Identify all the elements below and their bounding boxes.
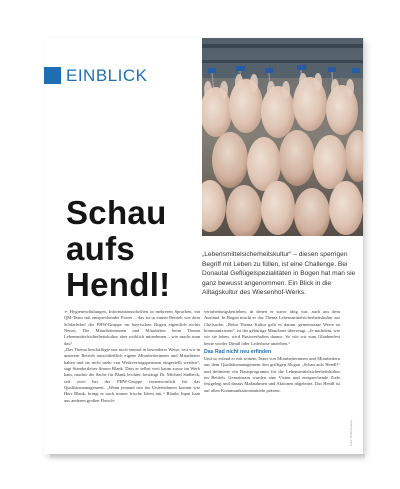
rubric-square-icon	[44, 67, 61, 84]
body-paragraph: „Das Thema beschäftigte uns noch einmal in besonderer Weise, seit wir in unserem Betrieb ausschließlich eigene Mitarbeiterinnen und Mitarbeiter haben und sie nicht mehr von Werkvertragspartnern eingestellt werden“, sagt Standortleiter Simon Blank. Dass er selbst weit kaum zuvor im Werk kam, machte die Sache für Blank leichter, bestätigt Dr. Michael Südbeck, seit zwei bei der PHW-Gruppe verantwortlich für das Qualitätsmanagement. „Wenn jemand neu ins Unternehmen kommt wie Herr Blank, bringt er auch immer frische Ideen mit.“ Blanks Input kam aus anderen großen Fleisch-	[64, 347, 200, 403]
poultry-photo-graphic	[202, 38, 363, 236]
poultry-processing-photo	[202, 38, 363, 236]
body-column-right	[204, 309, 340, 394]
section-subheading: Das Rad nicht neu erfinden	[204, 349, 272, 356]
section-rubric	[44, 66, 147, 84]
body-column-left	[64, 309, 200, 404]
rubric-label: EINBLICK	[66, 65, 148, 85]
body-paragraph: verarbeitungsbetrieben, in denen er zuvor tätig war, auch aus dem Ausland. In Bogen macht er das Thema Lebensmittelsicherheitskultur zur Chefsache. „Beim Thema Kultur geht es darum, gemeinsame Werte zu kommunizieren“, ist der gebürtige Münchner überzeugt. „Je nachdem, wie wir sie leben, wird Basisverhalten daraus. So wie wir zum Glaubenfest heute wieder Dirndl oder Lederhose anziehen.“	[204, 309, 340, 346]
body-paragraph: Und so erfand er mit seinem Team von Mitarbeiterinnen und Mitarbeitern aus dem Qualitätsmanagement den griffigen Slogan „Schau aufs Hendl!“ und definierte ein Basisprogramm für die Lebensmittelsicherheitskultur im Betrieb. Gemeinsam wurden eine Vision und entsprechende Ziele festgelegt und daraus Maßnahmen und Aktionen abgeleitet. Das Hendl ist auf allen Kommunikationsmitteln präsent.	[204, 356, 340, 393]
article-intro	[202, 250, 360, 298]
page-shadow	[50, 454, 365, 460]
article-headline	[66, 195, 196, 303]
body-paragraph: ➢ Hygieneschulungen, Informationsschriften in mehreren Sprachen, ein QM-Team mit entsprechender Power – das ist in einem Betrieb wie dem Schlachthof der PHW-Gruppe im bayrischen Bogen eigentlich nichts Neues. Die Mitarbeiterinnen und Mitarbeiter beim Thema Lebensmittelsicherheitskultur aber wirklich mitnehmen – wie macht man das?	[64, 309, 200, 346]
headline-line-2: aufs	[66, 230, 136, 267]
headline-line-3: Hendl!	[66, 266, 171, 303]
intro-text: „Lebensmittelsicherheitskultur“ – diesen sperrigen Begriff mit Leben zu füllen, ist eine Challenge. Bei Donautal Geflügelspezialitäten in Bogen hat man sie ganz bewusst angenommen. Ein Blick in die Alltagskultur des Wiesenhof-Werks.	[202, 251, 356, 297]
photo-credit: Foto: PHW-Gruppe	[349, 420, 353, 446]
magazine-page	[44, 38, 363, 454]
headline-line-1: Schau	[66, 194, 167, 231]
